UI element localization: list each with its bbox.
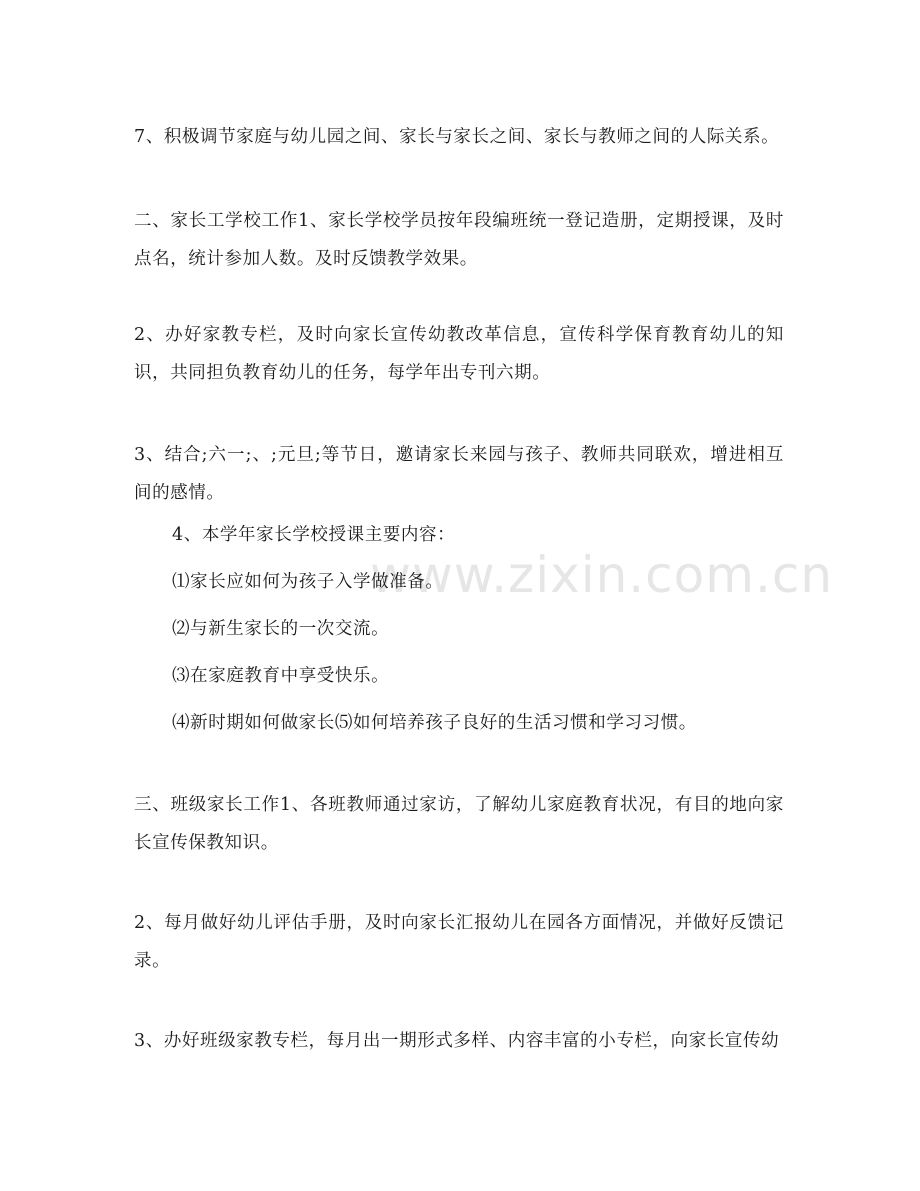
paragraph-section-3-class-work: 三、班级家长工作1、各班教师通过家访，了解幼儿家庭教育状况，有目的地向家长宣传保教知识。 [134, 795, 784, 853]
paragraph-section-2-parent-school: 二、家长工学校工作1、家长学校学员按年段编班统一登记造册，定期授课，及时点名，统计参加人数。及时反馈教学效果。 [134, 211, 784, 269]
watermark: www.zixin.com.cn [370, 546, 834, 604]
course-item-1: ⑴家长应如何为孩子入学做准备。 [172, 572, 444, 592]
paragraph-item-2-column: 2、办好家教专栏，及时向家长宣传幼教改革信息，宣传科学保育教育幼儿的知识，共同担负教育幼儿的任务，每学年出专刊六期。 [134, 325, 784, 383]
paragraph-item-4-course-content: 4、本学年家长学校授课主要内容： [172, 525, 456, 545]
course-item-2: ⑵与新生家长的一次交流。 [172, 619, 390, 639]
course-item-4-5: ⑷新时期如何做家长⑸如何培养孩子良好的生活习惯和学习习惯。 [172, 713, 697, 733]
paragraph-item-3-festivals: 3、结合;六一;、;元旦;等节日，邀请家长来园与孩子、教师共同联欢，增进相互间的感情。 [134, 445, 784, 503]
paragraph-item-2-assessment: 2、每月做好幼儿评估手册，及时向家长汇报幼儿在园各方面情况，并做好反馈记录。 [134, 913, 784, 971]
course-item-3: ⑶在家庭教育中享受快乐。 [172, 666, 390, 686]
paragraph-item-7: 7、积极调节家庭与幼儿园之间、家长与家长之间、家长与教师之间的人际关系。 [134, 127, 780, 147]
paragraph-item-3-class-column: 3、办好班级家教专栏，每月出一期形式多样、内容丰富的小专栏，向家长宣传幼 [134, 1031, 780, 1051]
